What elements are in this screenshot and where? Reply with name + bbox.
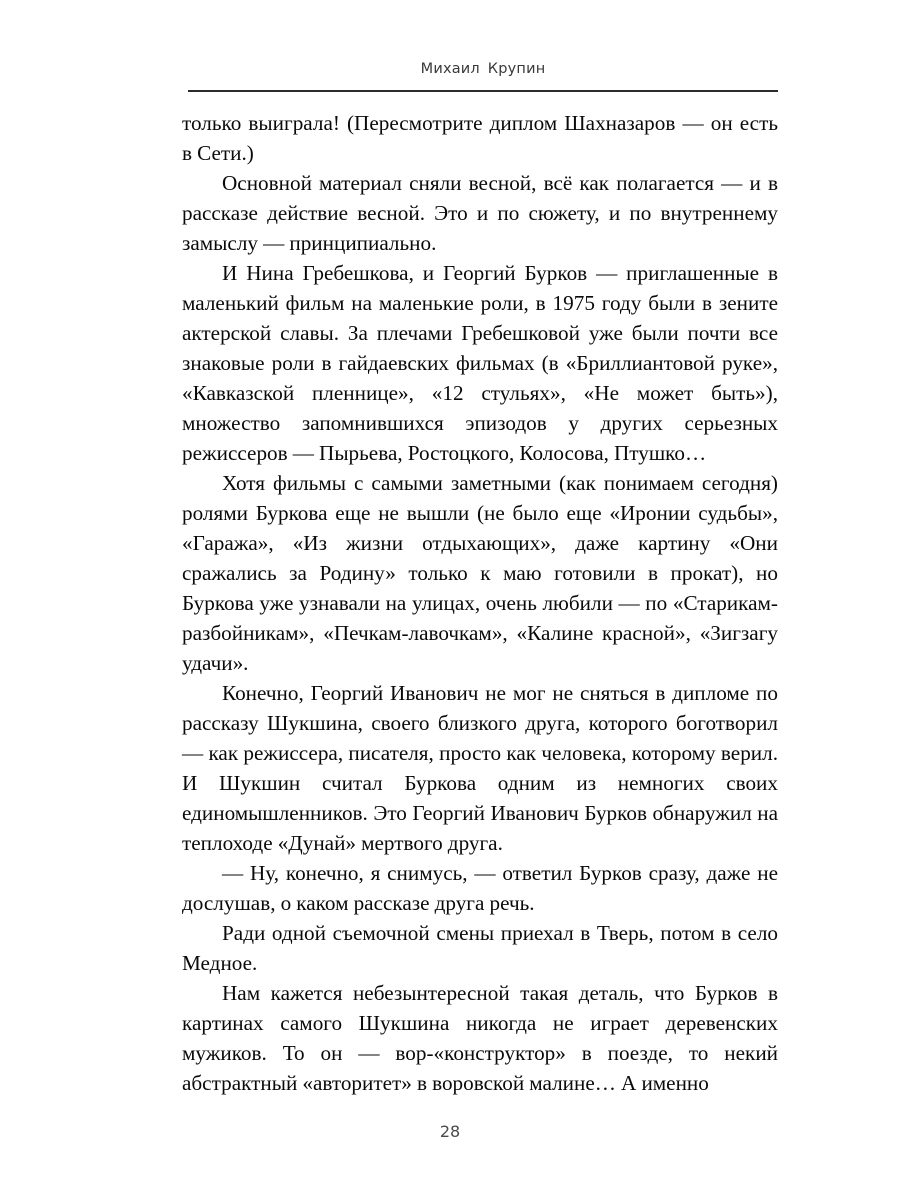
paragraph: Нам кажется небезынтересной такая деталь, что Бурков в картинах самого Шукшина никогда не играет деревенских мужиков. То он — вор-«конструктор» в поезде, то некий абстрактный «авторитет» в воровской малине… А именно [182, 981, 778, 1095]
paragraph: Конечно, Георгий Иванович не мог не сняться в дипломе по рассказу Шукшина, своего близкого друга, которого боготворил — как режиссера, писателя, просто как человека, которому верил. И Шукшин считал Буркова одним из немногих своих единомышленников. Это Георгий Иванович Бурков обнаружил на теплоходе «Дунай» мертвого друга. [182, 681, 778, 855]
running-head: Михаил Крупин [420, 61, 546, 77]
paragraph: только выиграла! (Пересмотрите диплом Шахназаров — он есть в Сети.) [182, 111, 778, 165]
paragraph: И Нина Гребешкова, и Георгий Бурков — приглашенные в маленький фильм на маленькие роли, в 1975 году были в зените актерской славы. За плечами Гребешковой уже были почти все знаковые роли в гайдаевских фильмах (в «Бриллиантовой руке», «Кавказской пленнице», «12 стульях», «Не может быть»), множество запомнившихся эпизодов у других серьезных режиссеров — Пырьева, Ростоцкого, Колосова, Птушко… [182, 261, 778, 465]
paragraph: Хотя фильмы с самыми заметными (как понимаем сегодня) ролями Буркова еще не вышли (не было еще «Иронии судьбы», «Гаража», «Из жизни отдыхающих», даже картину «Они сражались за Родину» только к маю готовили в прокат), но Буркова уже узнавали на улицах, очень любили — по «Старикам-разбойникам», «Печкам-лавочкам», «Калине красной», «Зигзагу удачи». [182, 471, 778, 675]
paragraph: — Ну, конечно, я снимусь, — ответил Бурков сразу, даже не дослушав, о каком рассказе друга речь. [182, 861, 778, 915]
text-column [182, 108, 778, 1098]
header-divider-rule [188, 90, 778, 92]
paragraph: Ради одной съемочной смены приехал в Тверь, потом в село Медное. [182, 921, 778, 975]
paragraph: Основной материал сняли весной, всё как полагается — и в рассказе действие весной. Это и по сюжету, и по внутреннему замыслу — принципиально. [182, 171, 778, 255]
page-number: 28 [439, 1122, 461, 1141]
